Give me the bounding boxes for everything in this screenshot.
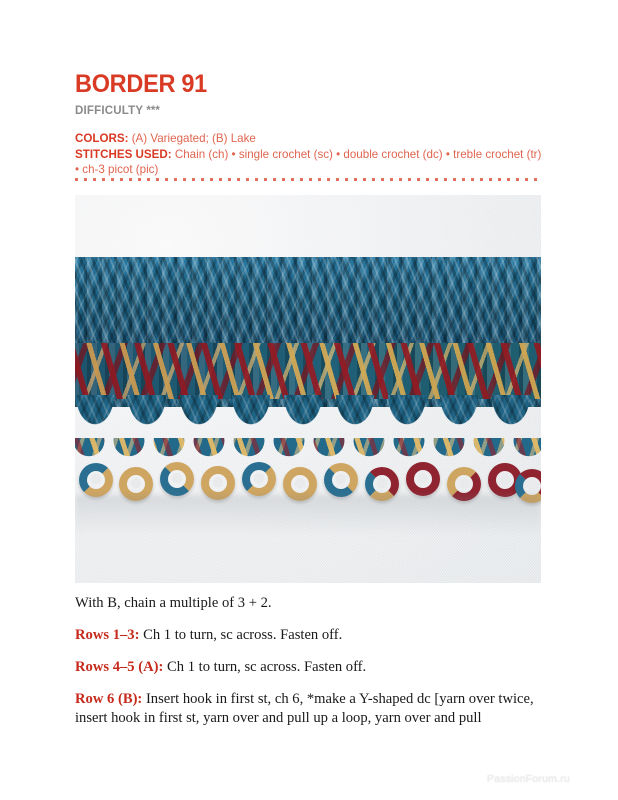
row-label: Rows 4–5 (A): (75, 659, 164, 675)
row-label: Rows 1–3: (75, 627, 140, 643)
stitches-line (75, 147, 545, 178)
page-title: BORDER 91 (75, 70, 207, 98)
colors-line (75, 131, 545, 147)
colors-label: COLORS: (75, 132, 129, 145)
picot-loop (406, 462, 440, 496)
picot-loop (324, 463, 358, 497)
pattern-header (75, 72, 545, 178)
photo-drop-shadow (75, 495, 541, 535)
instructions-intro: With B, chain a multiple of 3 + 2. (75, 595, 272, 611)
watermark: PassionForum.ru (487, 773, 570, 785)
difficulty-rating (75, 105, 545, 117)
colors-value: (A) Variegated; (B) Lake (128, 132, 256, 145)
row-text: Ch 1 to turn, sc across. Fasten off. (163, 659, 367, 675)
dotted-divider (75, 178, 541, 181)
row-text: Insert hook in first st, ch 6, *make a Y-shaped dc [yarn over twice, insert hook in first st, yarn over and pull up a loop, yarn over and pull (75, 691, 534, 726)
instruction-row (75, 658, 543, 677)
row-label: Row 6 (B): (75, 691, 143, 707)
swatch-photo (75, 195, 541, 583)
variegated-color-fade (75, 343, 541, 399)
difficulty-stars: *** (146, 105, 160, 117)
instructions-block (75, 594, 543, 741)
picot-edge (75, 453, 541, 499)
instruction-row (75, 626, 543, 645)
instruction-row (75, 690, 543, 728)
stitches-value: Chain (ch) • single crochet (sc) • double crochet (dc) • treble crochet (tr) • ch-3 picot (pic) (75, 147, 542, 176)
stitches-label: STITCHES USED: (75, 147, 172, 161)
pattern-meta (75, 131, 545, 178)
picot-loop (242, 462, 276, 496)
picot-loop (160, 462, 194, 496)
difficulty-label: DIFFICULTY (75, 105, 144, 117)
variegated-row-band (75, 343, 541, 399)
row-text: Ch 1 to turn, sc across. Fasten off. (139, 627, 343, 643)
picot-loop (79, 463, 113, 497)
